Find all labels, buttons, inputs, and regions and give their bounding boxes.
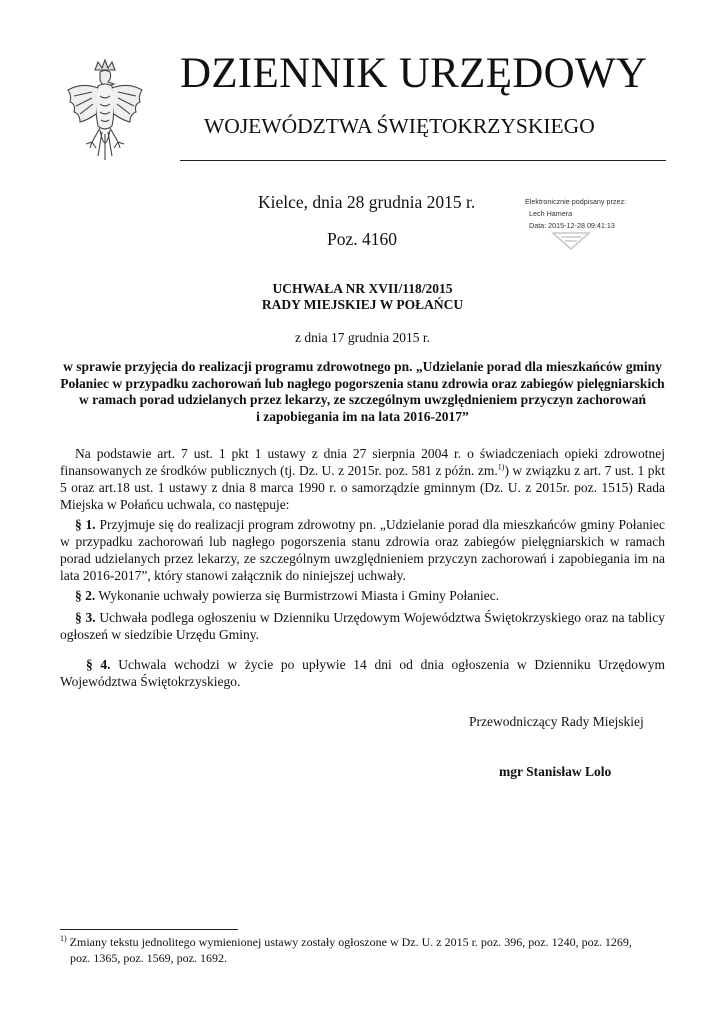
footnote — [60, 934, 665, 966]
position-number: Poz. 4160 — [327, 229, 397, 249]
section-3 — [60, 609, 665, 643]
signature-verified-icon — [549, 229, 593, 253]
footnote-line-continued: poz. 1365, poz. 1569, poz. 1692. — [70, 951, 227, 965]
section-text: Uchwała podlega ogłoszeniu w Dzienniku Urzędowym Województwa Świętokrzyskiego oraz na tablicy ogłoszeń w siedzibie Urzędu Gminy. — [60, 610, 666, 642]
signature-label: Elektronicznie podpisany przez: — [525, 197, 627, 206]
footnote-line — [60, 934, 665, 950]
subject-line: Połaniec w przypadku zachorowań lub nagłego pogorszenia stanu zdrowia oraz zabiegów pielęgniarskich — [60, 375, 665, 391]
subject-line: w ramach porad udzielanych przez lekarzy, ze szczególnym uwzględnieniem przyczyn zachorowań — [78, 392, 647, 407]
resolution-subject — [60, 359, 665, 425]
publication-date: Kielce, dnia 28 grudnia 2015 r. — [258, 192, 476, 212]
electronic-signature-stamp — [525, 197, 675, 257]
section-label: § 4. — [86, 657, 111, 672]
subject-line: i zapobiegania im na lata 2016-2017” — [256, 408, 469, 424]
footnote-marker: 1) — [60, 934, 67, 943]
journal-title: DZIENNIK URZĘDOWY — [180, 50, 648, 97]
footnote-divider — [60, 929, 238, 930]
footnote-text: Zmiany tekstu jednolitego wymienionej ustawy zostały ogłoszone w Dz. U. z 2015 r. poz. 396, poz. 1240, poz. 1269, — [66, 935, 632, 949]
section-1 — [60, 516, 665, 584]
masthead-divider — [180, 160, 666, 161]
signatory-name: mgr Stanisław Lolo — [499, 764, 612, 779]
section-label: § 1. — [75, 517, 96, 532]
section-4 — [60, 656, 665, 690]
legal-basis-text-cont: ) w związku z art. 7 ust. 1 pkt 5 oraz art.18 ust. 1 ustawy z dnia 8 marca 1990 r. o samorządzie gminnym (Dz. U. z 2015r. poz. 1515) Rada Miejska w Połańcu uchwala, co następuje: — [60, 463, 665, 512]
section-2 — [60, 587, 665, 604]
section-text: Wykonanie uchwały powierza się Burmistrzowi Miasta i Gminy Połaniec. — [95, 588, 500, 603]
journal-subtitle: WOJEWÓDZTWA ŚWIĘTOKRZYSKIEGO — [204, 114, 595, 138]
resolution-number: UCHWAŁA NR XVII/118/2015 — [272, 281, 453, 296]
legal-basis-paragraph — [60, 445, 665, 513]
polish-eagle-emblem-icon — [62, 56, 148, 168]
signature-signer: Lech Hamera — [529, 209, 573, 218]
signature-date: Data: 2015-12-28 09:41:13 — [529, 221, 615, 230]
section-text: Uchwala wchodzi w życie po upływie 14 dni od dnia ogłoszenia w Dzienniku Urzędowym Województwa Świętokrzyskiego. — [60, 657, 665, 689]
section-label: § 2. — [75, 588, 96, 603]
subject-line: w sprawie przyjęcia do realizacji programu zdrowotnego pn. „Udzielanie porad dla mieszkańców gminy — [63, 359, 662, 374]
section-text: Przyjmuje się do realizacji program zdrowotny pn. „Udzielanie porad dla mieszkańców gminy Połaniec w przypadku zachorowań lub nagłego pogorszenia stanu zdrowia oraz zabiegów pielęgniarskich w ramach porad udzielanych przez lekarzy, ze szczególnym uwzględnieniem przyczyn zachorowań i zapobiegania im na lata 2016-2017”, który stanowi załącznik do niniejszej uchwały. — [60, 517, 666, 583]
resolution-council: RADY MIEJSKIEJ W POŁAŃCU — [261, 297, 464, 312]
resolution-date: z dnia 17 grudnia 2015 r. — [295, 330, 430, 345]
resolution-heading — [60, 281, 665, 313]
section-label: § 3. — [75, 610, 96, 625]
legal-basis-text: Na podstawie art. 7 ust. 1 pkt 1 ustawy z dnia 27 sierpnia 2004 r. o świadczeniach opieki zdrowotnej finansowanych ze środków publicznych (tj. Dz. U. z 2015r. poz. 581 z późn. zm. — [60, 446, 665, 478]
footnote-reference: 1) — [497, 462, 505, 472]
signatory-title: Przewodniczący Rady Miejskiej — [469, 714, 644, 729]
